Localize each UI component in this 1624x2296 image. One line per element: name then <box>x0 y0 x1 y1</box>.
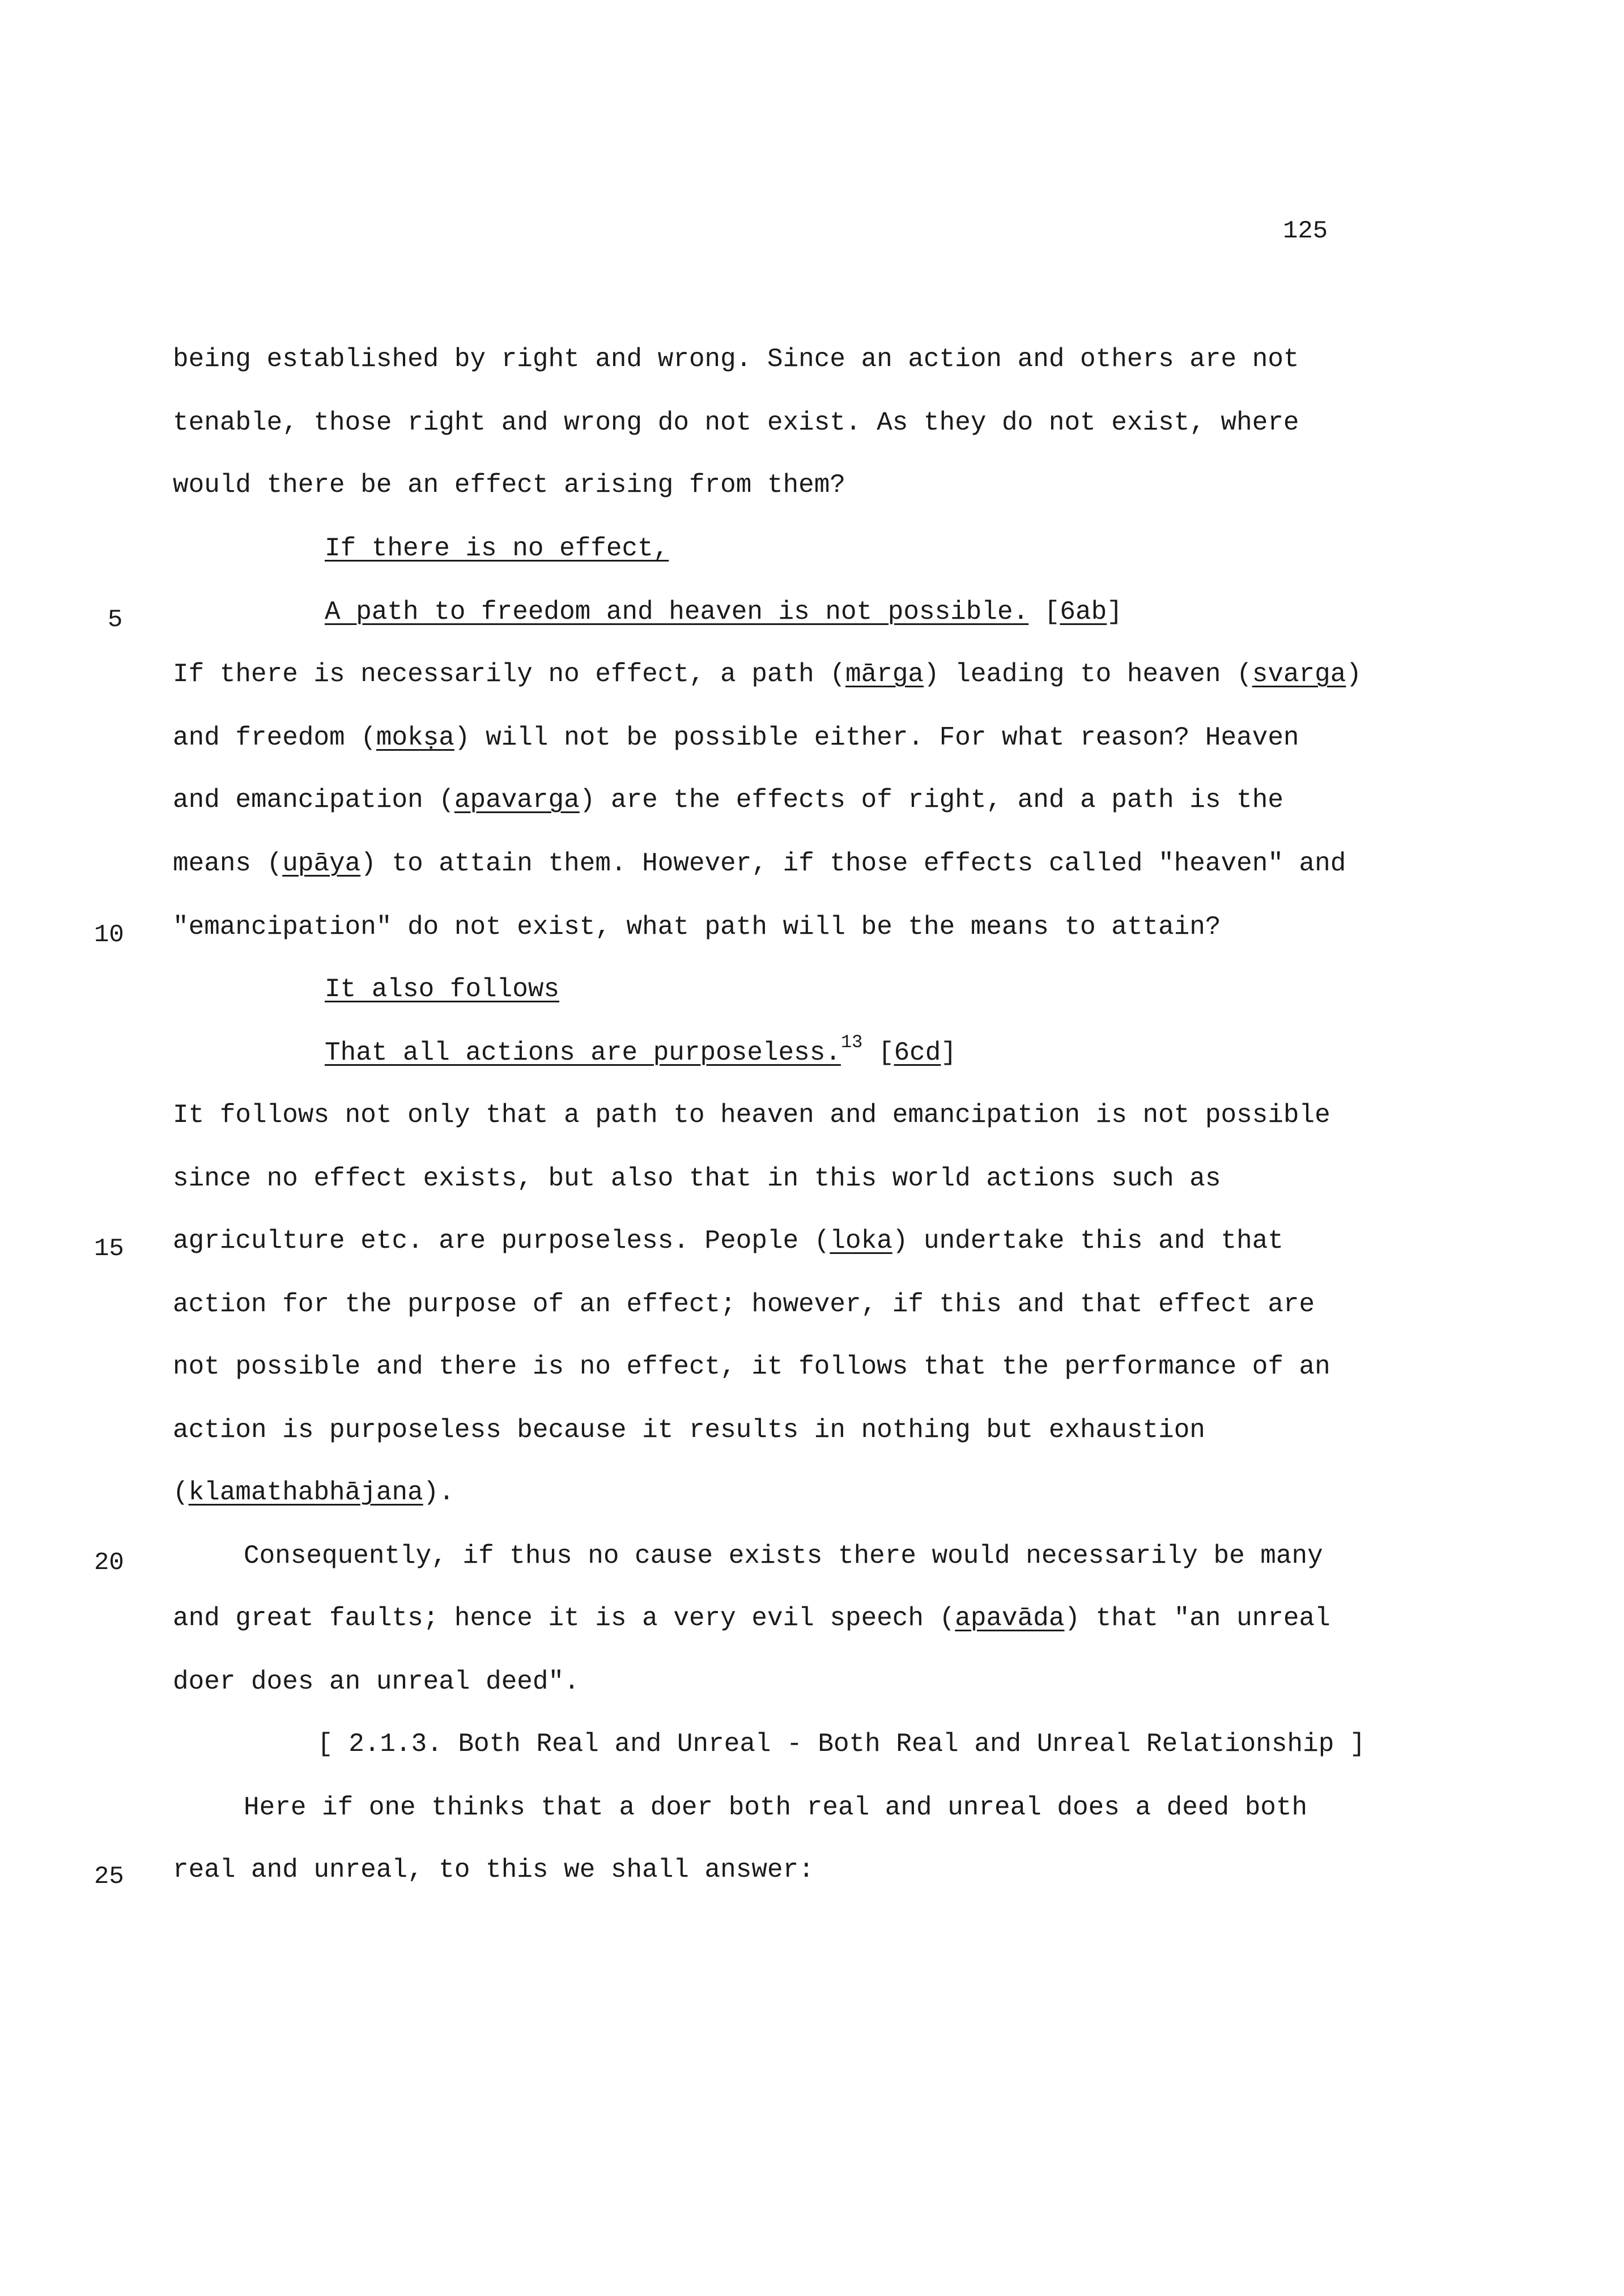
text-line <box>173 911 1221 943</box>
text-line <box>244 1792 1307 1823</box>
text: If there is necessarily no effect, a path ( <box>173 660 845 689</box>
verse-ref-bracket: ] <box>1107 597 1123 627</box>
text-line <box>173 1666 580 1698</box>
text: and emancipation ( <box>173 785 454 815</box>
text: would there be an effect arising from them? <box>173 470 845 500</box>
section-heading <box>317 1728 1366 1760</box>
text: and great faults; hence it is a very evil speech ( <box>173 1604 955 1633</box>
sanskrit-term: klamathabhājana <box>188 1478 423 1507</box>
line-number-20: 20 <box>94 1549 124 1577</box>
text: and freedom ( <box>173 723 376 752</box>
text: since no effect exists, but also that in this world actions such as <box>173 1164 1221 1193</box>
verse-ref-bracket: [ <box>1028 597 1060 627</box>
line-number-5: 5 <box>108 606 123 634</box>
verse-ref-bracket: [ <box>862 1038 894 1068</box>
verse-line <box>325 1032 957 1069</box>
text-line <box>173 1477 454 1508</box>
text: action is purposeless because it results in nothing but exhaustion <box>173 1415 1205 1445</box>
text-line <box>173 722 1299 754</box>
sanskrit-term: loka <box>830 1226 892 1256</box>
text: ) <box>1346 660 1362 689</box>
sanskrit-term: upāya <box>282 849 361 878</box>
verse-text: If there is no effect, <box>325 534 669 563</box>
verse-ref-bracket: ] <box>941 1038 957 1068</box>
text: tenable, those right and wrong do not exist. As they do not exist, where <box>173 408 1299 437</box>
page-number: 125 <box>1283 217 1328 245</box>
text: Consequently, if thus no cause exists there would necessarily be many <box>244 1541 1323 1571</box>
text-line <box>173 343 1299 375</box>
verse-text: It also follows <box>325 975 560 1004</box>
text-line <box>173 848 1346 879</box>
verse-line <box>325 596 1123 628</box>
sanskrit-term: apavāda <box>955 1604 1065 1633</box>
text: not possible and there is no effect, it follows that the performance of an <box>173 1352 1330 1381</box>
text-line <box>173 1351 1330 1383</box>
verse-ref: 6cd <box>894 1038 941 1068</box>
text: action for the purpose of an effect; however, if this and that effect are <box>173 1290 1315 1319</box>
text: agriculture etc. are purposeless. People ( <box>173 1226 830 1256</box>
text: ) are the effects of right, and a path is the <box>579 785 1283 815</box>
text: ) will not be possible either. For what reason? Heaven <box>454 723 1299 752</box>
sanskrit-term: svarga <box>1252 660 1346 689</box>
text-line <box>173 1099 1330 1131</box>
text: It follows not only that a path to heaven and emancipation is not possible <box>173 1100 1330 1130</box>
text: ) to attain them. However, if those effects called "heaven" and <box>360 849 1346 878</box>
text-line <box>173 1854 814 1886</box>
text: "emancipation" do not exist, what path will be the means to attain? <box>173 912 1221 942</box>
text-line <box>244 1540 1323 1572</box>
text: ( <box>173 1478 189 1507</box>
sanskrit-term: mokṣa <box>376 723 454 752</box>
text-line <box>173 1602 1330 1634</box>
text: ). <box>423 1478 454 1507</box>
text: Here if one thinks that a doer both real and unreal does a deed both <box>244 1793 1308 1822</box>
text-line <box>173 407 1299 439</box>
text-line <box>173 1289 1315 1320</box>
text-line <box>173 784 1283 816</box>
line-number-15: 15 <box>94 1235 124 1263</box>
verse-text: That all actions are purposeless. <box>325 1038 841 1068</box>
heading-text: [ 2.1.3. Both Real and Unreal - Both Real and Unreal Relationship ] <box>317 1729 1366 1759</box>
text: being established by right and wrong. Since an action and others are not <box>173 345 1299 374</box>
text: ) that "an unreal <box>1064 1604 1330 1633</box>
text-line <box>173 469 845 501</box>
text: ) leading to heaven ( <box>924 660 1252 689</box>
text: means ( <box>173 849 283 878</box>
text: doer does an unreal deed". <box>173 1667 580 1697</box>
text: ) undertake this and that <box>892 1226 1283 1256</box>
sanskrit-term: apavarga <box>454 785 580 815</box>
text-line <box>173 658 1362 690</box>
verse-line <box>325 973 559 1005</box>
text-line <box>173 1225 1283 1257</box>
verse-text: A path to freedom and heaven is not possible. <box>325 597 1029 627</box>
text-line <box>173 1414 1205 1446</box>
text-line <box>173 1163 1221 1194</box>
text: real and unreal, to this we shall answer: <box>173 1855 814 1885</box>
verse-line <box>325 533 669 564</box>
line-number-25: 25 <box>94 1863 124 1891</box>
footnote-marker: 13 <box>840 1032 863 1053</box>
line-number-10: 10 <box>94 921 124 949</box>
verse-ref: 6ab <box>1060 597 1107 627</box>
sanskrit-term: mārga <box>845 660 924 689</box>
